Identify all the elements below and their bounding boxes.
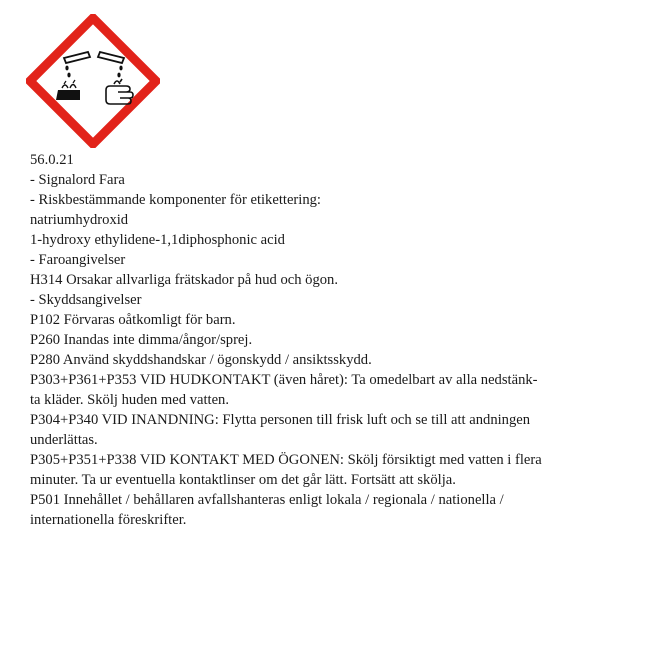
pictogram-red-diamond <box>30 18 156 144</box>
ghs05-corrosion-icon <box>26 14 160 148</box>
statement-line: P501 Innehållet / behållaren avfallshanteras enligt lokala / regionala / nationella / <box>30 492 504 508</box>
statement-line: internationella föreskrifter. <box>30 512 187 528</box>
precautionary-statement-p501 <box>30 490 620 530</box>
component-item: natriumhydroxid <box>30 212 129 228</box>
statement-line: P303+P361+P353 VID HUDKONTAKT (även håret): Ta omedelbart av alla nedstänk- <box>30 372 538 388</box>
component-item: 1-hydroxy ethylidene-1,1diphosphonic acid <box>30 232 285 248</box>
precautionary-statement-p305 <box>30 450 620 490</box>
components-heading: - Riskbestämmande komponenter för etikettering: <box>30 192 321 208</box>
statement-line: ta kläder. Skölj huden med vatten. <box>30 392 229 408</box>
precautionary-statement-p304 <box>30 410 620 450</box>
hazard-statement: H314 Orsakar allvarliga frätskador på hud och ögon. <box>30 272 338 288</box>
corrosion-pictogram-svg <box>26 14 160 148</box>
safety-label-text <box>30 150 620 530</box>
statement-line: minuter. Ta ur eventuella kontaktlinser om det går lätt. Fortsätt att skölja. <box>30 472 456 488</box>
precautionary-statement: P280 Använd skyddshandskar / ögonskydd / ansiktsskydd. <box>30 352 372 368</box>
statement-line: P305+P351+P338 VID KONTAKT MED ÖGONEN: Skölj försiktigt med vatten i flera <box>30 452 542 468</box>
statement-line: P304+P340 VID INANDNING: Flytta personen till frisk luft och se till att andningen <box>30 412 531 428</box>
hazard-heading: - Faroangivelser <box>30 252 126 268</box>
precaution-heading: - Skyddsangivelser <box>30 292 142 308</box>
precautionary-statement: P260 Inandas inte dimma/ångor/sprej. <box>30 332 253 348</box>
signal-word: - Signalord Fara <box>30 172 125 188</box>
product-code: 56.0.21 <box>30 152 74 168</box>
precautionary-statement: P102 Förvaras oåtkomligt för barn. <box>30 312 236 328</box>
precautionary-statement-p303 <box>30 370 620 410</box>
statement-line: underlättas. <box>30 432 98 448</box>
